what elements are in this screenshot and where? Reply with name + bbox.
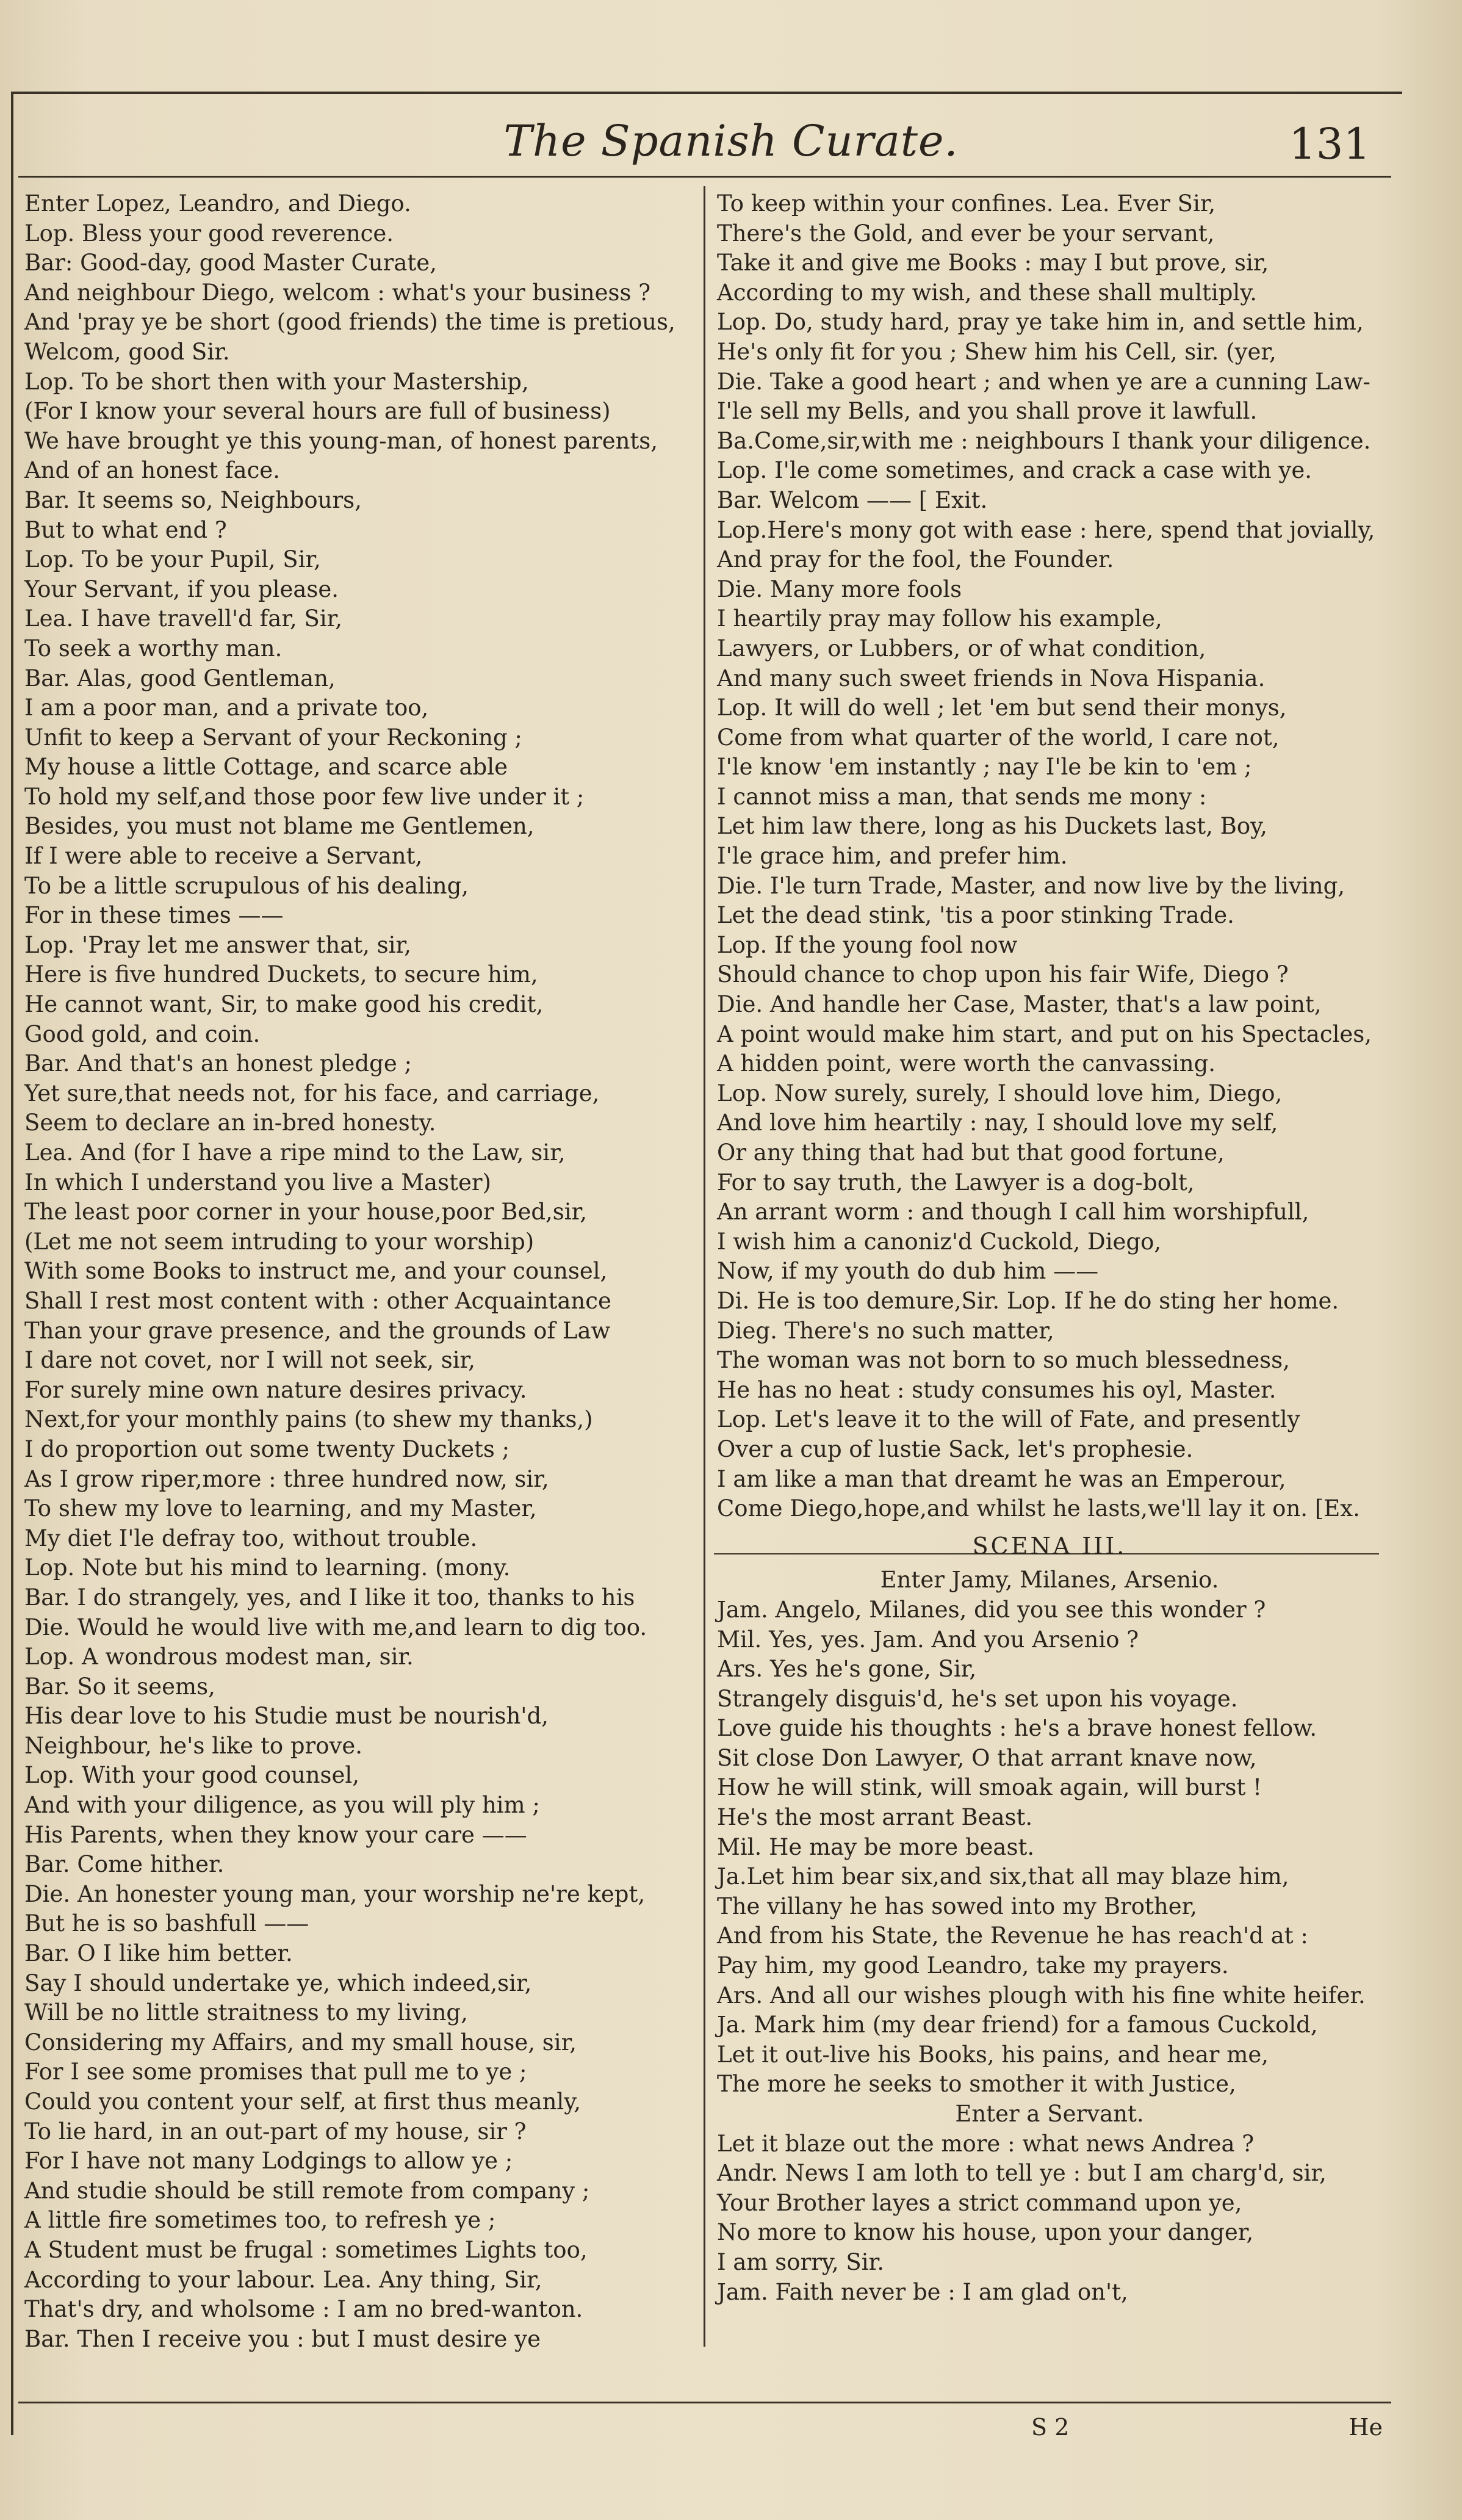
text-line: Bar. Then I receive you : but I must desire ye: [24, 2325, 541, 2352]
text-line: For in these times ——: [24, 902, 284, 929]
text-line: Come from what quarter of the world, I care not,: [717, 724, 1280, 751]
text-line: The more he seeks to smother it with Justice,: [717, 2071, 1236, 2098]
text-line: Die. An honester young man, your worship ne're kept,: [24, 1880, 646, 1907]
text-line: Die. And handle her Case, Master, that's a law point,: [717, 991, 1322, 1018]
text-line: Unfit to keep a Servant of your Reckoning ;: [24, 724, 522, 751]
text-line: In which I understand you live a Master): [24, 1169, 491, 1196]
text-line: An arrant worm : and though I call him worshipfull,: [717, 1199, 1309, 1226]
right-column: [717, 189, 1382, 2307]
text-line: Pay him, my good Leandro, take my prayers.: [717, 1952, 1229, 1979]
text-line: Lop. If the young fool now: [717, 931, 1018, 958]
text-line: Ars. Yes he's gone, Sir,: [717, 1656, 977, 1683]
text-line: I do proportion out some twenty Duckets ;: [24, 1435, 510, 1462]
text-line: Over a cup of lustie Sack, let's prophesie.: [717, 1435, 1194, 1462]
text-line: (For I know your several hours are full of business): [24, 398, 611, 425]
text-line: Bar: Good-day, good Master Curate,: [24, 250, 437, 276]
text-line: There's the Gold, and ever be your servant,: [717, 220, 1215, 247]
text-line: I wish him a canoniz'd Cuckold, Diego,: [717, 1228, 1162, 1255]
text-line: The woman was not born to so much blessedness,: [717, 1347, 1290, 1374]
text-line: I dare not covet, nor I will not seek, sir,: [24, 1347, 475, 1374]
text-line: Mil. Yes, yes. Jam. And you Arsenio ?: [717, 1626, 1139, 1653]
text-line: Lea. And (for I have a ripe mind to the Law, sir,: [24, 1139, 566, 1166]
text-line: Lawyers, or Lubbers, or of what condition,: [717, 635, 1206, 662]
text-line: Ja. Mark him (my dear friend) for a famous Cuckold,: [717, 2012, 1318, 2038]
text-line: If I were able to receive a Servant,: [24, 843, 423, 870]
text-line: Jam. Faith never be : I am glad on't,: [717, 2278, 1128, 2305]
text-line: For I have not many Lodgings to allow ye ;: [24, 2148, 513, 2175]
text-line: Bar. It seems so, Neighbours,: [24, 486, 362, 513]
text-line: But to what end ?: [24, 516, 227, 543]
text-line: Lop. To be your Pupil, Sir,: [24, 546, 321, 573]
text-line: Die. I'le turn Trade, Master, and now live by the living,: [717, 872, 1345, 899]
text-line: My house a little Cottage, and scarce able: [24, 754, 508, 781]
text-line: Die. Take a good heart ; and when ye are a cunning Law-: [717, 368, 1370, 395]
text-line: Bar. I do strangely, yes, and I like it too, thanks to his: [24, 1584, 635, 1611]
text-line: Ars. And all our wishes plough with his fine white heifer.: [717, 1982, 1366, 2009]
text-line: He's only fit for you ; Shew him his Cell, sir. (yer,: [717, 338, 1277, 365]
text-line: Mil. He may be more beast.: [717, 1833, 1035, 1860]
text-line: Considering my Affairs, and my small house, sir,: [24, 2029, 577, 2056]
text-line: Bar. Come hither.: [24, 1851, 225, 1878]
text-line: To be a little scrupulous of his dealing,: [24, 872, 469, 899]
text-line: Shall I rest most content with : other Acquaintance: [24, 1287, 611, 1314]
text-line: Than your grave presence, and the grounds of Law: [24, 1317, 611, 1344]
text-line: Lea. I have travell'd far, Sir,: [24, 605, 343, 632]
text-line: I cannot miss a man, that sends me mony :: [717, 783, 1207, 810]
text-line: Let it out-live his Books, his pains, and hear me,: [717, 2041, 1269, 2068]
scene-dialogue: [717, 1595, 1382, 2099]
text-line: Lop. A wondrous modest man, sir.: [24, 1644, 414, 1670]
text-line: But he is so bashfull ——: [24, 1910, 309, 1937]
text-line: Bar. And that's an honest pledge ;: [24, 1050, 412, 1077]
text-line: My diet I'le defray too, without trouble.: [24, 1525, 478, 1551]
text-line: Your Servant, if you please.: [24, 576, 339, 602]
text-line: A Student must be frugal : sometimes Lights too,: [24, 2236, 588, 2263]
text-line: I heartily pray may follow his example,: [717, 605, 1162, 632]
text-line: And studie should be still remote from company ;: [24, 2177, 590, 2204]
text-line: Lop. With your good counsel,: [24, 1762, 360, 1789]
text-line: No more to know his house, upon your danger,: [717, 2219, 1254, 2246]
text-line: Will be no little straitness to my living,: [24, 1999, 468, 2026]
text-line: His Parents, when they know your care ——: [24, 1821, 527, 1848]
text-line: Take it and give me Books : may I but prove, sir,: [717, 250, 1269, 276]
text-line: To keep within your confines. Lea. Ever Sir,: [717, 190, 1216, 217]
text-line: Dieg. There's no such matter,: [717, 1317, 1054, 1344]
text-line: Lop. Now surely, surely, I should love him, Diego,: [717, 1080, 1283, 1107]
header-rule: [18, 176, 1391, 178]
text-line: A hidden point, were worth the canvassing.: [717, 1050, 1216, 1077]
text-line: Lop.Here's mony got with ease : here, spend that jovially,: [717, 516, 1375, 543]
text-line: For surely mine own nature desires privacy.: [24, 1376, 527, 1403]
text-line: Bar. Alas, good Gentleman,: [24, 665, 336, 691]
text-line: Jam. Angelo, Milanes, did you see this wonder ?: [717, 1596, 1266, 1623]
text-line: For to say truth, the Lawyer is a dog-bolt,: [717, 1169, 1195, 1196]
text-line: I am a poor man, and a private too,: [24, 695, 429, 721]
text-line: Ba.Come,sir,with me : neighbours I thank your diligence.: [717, 427, 1371, 454]
text-line: We have brought ye this young-man, of honest parents,: [24, 427, 658, 454]
text-line: How he will stink, will smoak again, will burst !: [717, 1774, 1262, 1801]
text-line: Next,for your monthly pains (to shew my thanks,): [24, 1406, 593, 1433]
text-line: Lop. Do, study hard, pray ye take him in, and settle him,: [717, 309, 1364, 336]
text-line: Enter Lopez, Leandro, and Diego.: [24, 190, 411, 217]
text-line: And from his State, the Revenue he has reach'd at :: [717, 1922, 1308, 1949]
text-line: And 'pray ye be short (good friends) the time is pretious,: [24, 309, 675, 336]
servant-dialogue: [717, 2129, 1382, 2308]
text-line: Lop. I'le come sometimes, and crack a case with ye.: [717, 457, 1312, 484]
running-title: The Spanish Curate.: [503, 116, 959, 166]
servant-entry-direction: Enter a Servant.: [955, 2101, 1144, 2127]
text-line: Strangely disguis'd, he's set upon his voyage.: [717, 1685, 1238, 1712]
text-line: With some Books to instruct me, and your counsel,: [24, 1258, 608, 1285]
text-line: Bar. Welcom —— [ Exit.: [717, 486, 988, 513]
text-line: Neighbour, he's like to prove.: [24, 1732, 363, 1759]
scene-heading: SCENA III.: [972, 1532, 1127, 1559]
text-line: And neighbour Diego, welcom : what's your business ?: [24, 279, 651, 306]
text-line: Love guide his thoughts : he's a brave honest fellow.: [717, 1715, 1317, 1742]
text-line: Lop. Note but his mind to learning. (mony.: [24, 1554, 511, 1581]
text-line: Die. Many more fools: [717, 576, 962, 602]
text-line: Come Diego,hope,and whilst he lasts,we'll lay it on. [Ex.: [717, 1495, 1360, 1522]
text-line: As I grow riper,more : three hundred now, sir,: [24, 1465, 549, 1492]
text-line: Lop. To be short then with your Mastership,: [24, 368, 529, 395]
text-line: I am sorry, Sir.: [717, 2248, 884, 2275]
text-line: According to your labour. Lea. Any thing, Sir,: [24, 2266, 542, 2293]
text-line: Should chance to chop upon his fair Wife, Diego ?: [717, 961, 1289, 988]
left-border: [11, 92, 13, 2435]
text-line: To shew my love to learning, and my Master,: [24, 1495, 537, 1522]
text-line: I'le grace him, and prefer him.: [717, 843, 1068, 870]
text-line: Let him law there, long as his Duckets last, Boy,: [717, 813, 1267, 840]
text-line: Now, if my youth do dub him ——: [717, 1258, 1099, 1285]
text-line: To seek a worthy man.: [24, 635, 283, 662]
text-line: To hold my self,and those poor few live under it ;: [24, 783, 585, 810]
catchword: He: [1349, 2414, 1383, 2441]
text-line: Welcom, good Sir.: [24, 338, 230, 365]
text-line: (Let me not seem intruding to your worship): [24, 1228, 535, 1255]
text-line: A little fire sometimes too, to refresh ye ;: [24, 2207, 496, 2234]
text-line: He's the most arrant Beast.: [717, 1804, 1033, 1831]
text-line: He cannot want, Sir, to make good his credit,: [24, 991, 544, 1018]
text-line: Good gold, and coin.: [24, 1020, 261, 1047]
text-line: Say I should undertake ye, which indeed,sir,: [24, 1969, 532, 1996]
column-divider: [704, 186, 705, 2347]
text-line: And love him heartily : nay, I should love my self,: [717, 1110, 1278, 1136]
text-line: And with your diligence, as you will ply him ;: [24, 1792, 540, 1819]
text-line: He has no heat : study consumes his oyl, Master.: [717, 1376, 1277, 1403]
text-line: I'le sell my Bells, and you shall prove it lawfull.: [717, 398, 1258, 425]
text-line: The villany he has sowed into my Brother,: [717, 1893, 1197, 1919]
text-line: Lop. It will do well ; let 'em but send their monys,: [717, 695, 1287, 721]
text-line: And pray for the fool, the Founder.: [717, 546, 1114, 573]
text-line: Lop. Let's leave it to the will of Fate, and presently: [717, 1406, 1300, 1433]
text-line: Here is five hundred Duckets, to secure him,: [24, 961, 538, 988]
text-line: Ja.Let him bear six,and six,that all may blaze him,: [717, 1863, 1289, 1890]
text-line: His dear love to his Studie must be nourish'd,: [24, 1703, 549, 1730]
text-line: Di. He is too demure,Sir. Lop. If he do sting her home.: [717, 1287, 1339, 1314]
text-line: I am like a man that dreamt he was an Emperour,: [717, 1465, 1286, 1492]
left-column: [24, 189, 690, 2354]
right-column-dialogue: [717, 189, 1382, 1524]
text-line: And of an honest face.: [24, 457, 280, 484]
text-line: Bar. So it seems,: [24, 1673, 215, 1700]
text-line: For I see some promises that pull me to ye ;: [24, 2059, 527, 2085]
page-number: 131: [1289, 119, 1370, 169]
text-line: Could you content your self, at first thus meanly,: [24, 2089, 581, 2115]
text-line: Or any thing that had but that good fortune,: [717, 1139, 1225, 1166]
text-line: Lop. Bless your good reverence.: [24, 220, 394, 247]
text-line: Let the dead stink, 'tis a poor stinking Trade.: [717, 902, 1234, 929]
text-line: According to my wish, and these shall multiply.: [717, 279, 1258, 306]
scene-entry-direction: Enter Jamy, Milanes, Arsenio.: [880, 1567, 1219, 1594]
text-line: Your Brother layes a strict command upon ye,: [717, 2189, 1242, 2216]
text-line: Die. Would he would live with me,and learn to dig too.: [24, 1614, 647, 1641]
text-line: Seem to declare an in-bred honesty.: [24, 1110, 436, 1136]
text-line: That's dry, and wholsome : I am no bred-wanton.: [24, 2296, 583, 2323]
signature-mark: S 2: [1031, 2414, 1070, 2441]
text-line: Bar. O I like him better.: [24, 1940, 293, 1967]
footer-rule: [18, 2402, 1391, 2403]
text-line: Sit close Don Lawyer, O that arrant knave now,: [717, 1744, 1257, 1771]
text-line: Andr. News I am loth to tell ye : but I am charg'd, sir,: [717, 2160, 1327, 2187]
text-line: I'le know 'em instantly ; nay I'le be kin to 'em ;: [717, 754, 1252, 781]
text-line: The least poor corner in your house,poor Bed,sir,: [24, 1199, 588, 1226]
text-line: And many such sweet friends in Nova Hispania.: [717, 665, 1266, 691]
text-line: Let it blaze out the more : what news Andrea ?: [717, 2130, 1255, 2157]
text-line: Besides, you must not blame me Gentlemen,: [24, 813, 535, 840]
text-line: A point would make him start, and put on his Spectacles,: [717, 1020, 1372, 1047]
text-line: Lop. 'Pray let me answer that, sir,: [24, 931, 411, 958]
text-line: To lie hard, in an out-part of my house, sir ?: [24, 2118, 527, 2145]
top-rule: [11, 92, 1402, 94]
text-line: Yet sure,that needs not, for his face, and carriage,: [24, 1080, 600, 1107]
